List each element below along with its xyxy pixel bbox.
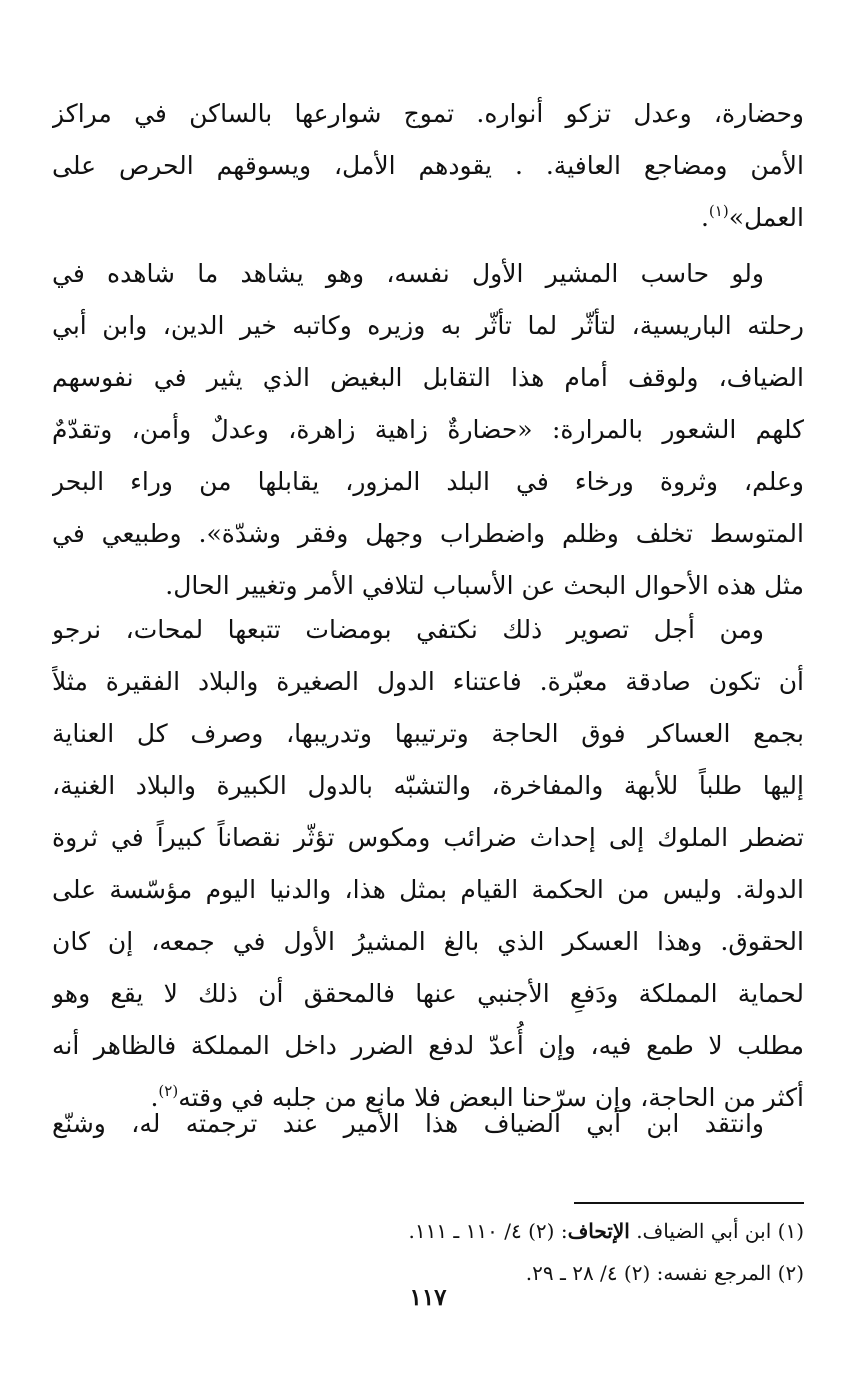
text-line: إليها طلباً للأبهة والمفاخرة، والتشبّه بالدول الكبيرة والبلاد الغنية، <box>52 771 804 800</box>
footnote-ref-text: : (٢) ٤/ ٢٨ ـ ٢٩. <box>525 1261 664 1285</box>
text-line: الأمن ومضاجع العافية. . يقودهم الأمل، ويسوقهم الحرص على <box>52 151 804 180</box>
footnote-author: المرجع نفسه <box>663 1261 772 1285</box>
text-line: بجمع العساكر فوق الحاجة وترتيبها وتدريبها، وصرف كل العناية <box>52 719 804 748</box>
footnote-ref-text: : (٢) ٤/ ١١٠ ـ ١١١. <box>408 1219 568 1243</box>
footnote-work: الإتحاف <box>567 1219 630 1243</box>
line-text: العمل» <box>728 203 804 232</box>
footnote-1 <box>52 1210 804 1252</box>
paragraph-1 <box>52 88 804 244</box>
footnote-label: (٢) <box>777 1261 804 1285</box>
line-text: أكثر من الحاجة، وإن سرّحنا البعض فلا مانع من جلبه في وقته <box>178 1083 804 1112</box>
text-line: تضطر الملوك إلى إحداث ضرائب ومكوس تؤثّر نقصاناً كبيراً في ثروة <box>52 823 804 852</box>
text-line: ولو حاسب المشير الأول نفسه، وهو يشاهد ما شاهده في <box>52 259 764 288</box>
text-line: ومن أجل تصوير ذلك نكتفي بومضات تتبعها لمحات، نرجو <box>52 615 764 644</box>
text-line: وعلم، وثروة ورخاء في البلد المزور، يقابلها من وراء البحر <box>52 467 804 496</box>
paragraph-2 <box>52 248 804 612</box>
text-line: الحقوق. وهذا العسكر الذي بالغ المشيرُ الأول في جمعه، إن كان <box>52 927 804 956</box>
footnote-ref: (١) <box>708 202 729 220</box>
text-line: مثل هذه الأحوال البحث عن الأسباب لتلافي الأمر وتغيير الحال. <box>165 571 804 600</box>
footnote-label: (١) <box>777 1219 804 1243</box>
paragraph-4 <box>52 1098 804 1150</box>
text-line: كلهم الشعور بالمرارة: «حضارةٌ زاهية زاهرة، وعدلٌ وأمن، وتقدّمٌ <box>52 415 804 444</box>
text-line: المتوسط تخلف وظلم واضطراب وجهل وفقر وشدّة». وطبيعي في <box>52 519 804 548</box>
line-end-punct: . <box>700 203 709 232</box>
text-line: وانتقد ابن أبي الضياف هذا الأمير عند ترجمته له، وشنّع <box>52 1109 764 1138</box>
text-line: مطلب لا طمع فيه، وإن أُعدّ لدفع الضرر داخل المملكة فالظاهر أنه <box>52 1031 804 1060</box>
text-line: أن تكون صادقة معبّرة. فاعتناء الدول الصغيرة والبلاد الفقيرة مثلاً <box>52 667 804 696</box>
footnote-author: ابن أبي الضياف. <box>636 1219 772 1243</box>
text-line: وحضارة، وعدل تزكو أنواره. تموج شوارعها بالساكن في مراكز <box>52 99 804 128</box>
footnote-separator <box>574 1202 804 1204</box>
text-line: الضياف، ولوقف أمام هذا التقابل البغيض الذي يثير في نفوسهم <box>52 363 804 392</box>
footnotes <box>52 1210 804 1294</box>
text-line: رحلته الباريسية، لتأثّر لما تأثّر به وزيره وكاتبه خير الدين، وابن أبي <box>52 311 804 340</box>
text-line <box>52 192 804 244</box>
paragraph-3 <box>52 604 804 1124</box>
text-line: الدولة. وليس من الحكمة القيام بمثل هذا، والدنيا اليوم مؤسّسة على <box>52 875 804 904</box>
text-line: لحماية المملكة ودَفعِ الأجنبي عنها فالمحقق أن ذلك لا يقع وهو <box>52 979 804 1008</box>
line-end-punct: . <box>150 1083 159 1112</box>
page-number: ١١٧ <box>409 1284 447 1311</box>
footnote-ref: (٢) <box>158 1082 179 1100</box>
